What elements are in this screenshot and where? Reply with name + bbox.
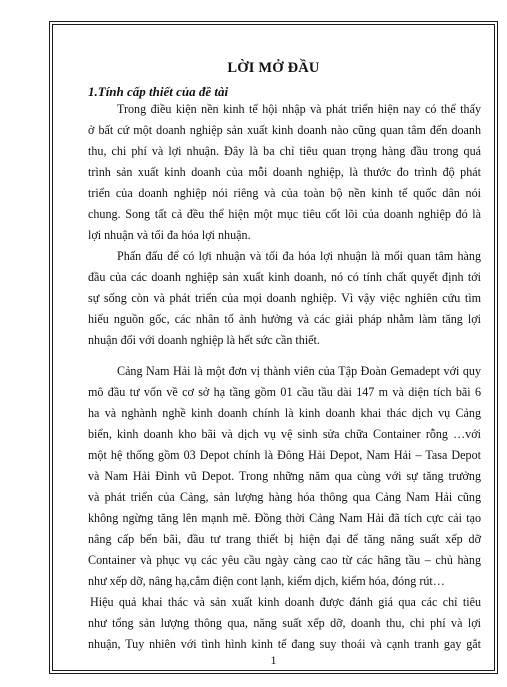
paragraph-line: Cảng Nam Hải là một đơn vị thành viên của Tập Đoàn Gemadept với quy xyxy=(117,364,481,378)
paragraph-line: trình sản xuất kinh doanh của mỗi doanh nghiệp, là thước đo trình độ phát xyxy=(88,165,481,179)
paragraph-line: nhuận, Tuy nhiên với tình hình kinh tế đang suy thoái và cạnh tranh gay gắt xyxy=(88,637,481,651)
paragraph-line: và Nam Hải Đình vũ Depot. Trong những năm qua cùng với sự tăng trưởng xyxy=(88,469,481,483)
paragraph-line: biển, kinh doanh kho bãi và dịch vụ vệ sinh sửa chữa Container rỗng …với xyxy=(88,427,481,441)
paragraph-line: ở bất cứ một doanh nghiệp sản xuất kinh doanh nào cũng quan tâm đến doanh xyxy=(88,123,481,137)
paragraph-line: thu, chi phí và lợi nhuận. Đây là ba chỉ tiêu quan trọng hàng đầu trong quá xyxy=(88,144,481,158)
paragraph-line: mô đầu tư vốn về cơ sở hạ tầng gồm 01 cầu tầu dài 147 m và diện tích bãi 6 xyxy=(88,385,481,399)
page-number: 1 xyxy=(270,653,277,667)
page-title: LỜI MỞ ĐẦU xyxy=(227,60,320,76)
paragraph-line: sự sống còn và phát triển của mọi doanh nghiệp. Vì vậy việc nghiên cứu tìm xyxy=(88,291,481,305)
paragraph-line: một hệ thống gồm 03 Depot chính là Đông Hải Depot, Nam Hải – Tasa Depot xyxy=(88,448,481,462)
paragraph-line: hiểu nguồn gốc, các nhân tố ảnh hưởng và các giải pháp nhằm làm tăng lợi xyxy=(88,312,481,326)
paragraph-line: như tổng sản lượng thông qua, năng suất xếp dỡ, doanh thu, chi phí và lợi xyxy=(88,616,481,630)
paragraph-line: ha và nghành nghề kinh doanh chính là kinh doanh khai thác dịch vụ Cảng xyxy=(88,406,481,420)
paragraph-line: không ngừng tăng lên mạnh mẽ. Đồng thời Cảng Nam Hải đã tích cực cải tạo xyxy=(88,511,481,525)
paragraph-line: triển của doanh nghiệp nói riêng và của toàn bộ nền kinh tế quốc dân nói xyxy=(88,186,481,200)
paragraph-line: đầu của các doanh nghiệp sản xuất kinh doanh, nó có tính chất quyết định tới xyxy=(88,270,481,284)
paragraph-line: nâng cấp bến bãi, đầu tư trang thiết bị hiện đại để tăng năng suất xếp dỡ xyxy=(88,532,481,546)
paragraph-line: Phấn đấu để có lợi nhuận và tối đa hóa lợi nhuận là mối quan tâm hàng xyxy=(117,249,481,263)
paragraph-line: chung. Song tất cả đều thể hiện một mục tiêu cốt lõi của doanh nghiệp đó là xyxy=(88,207,481,221)
paragraph-line: và phát triển của Cảng, sản lượng hàng hóa thông qua Cảng Nam Hải cũng xyxy=(88,490,481,504)
paragraph-line: nhuận đối với doanh nghiệp là hết sức cần thiết. xyxy=(88,333,320,347)
paragraph-line: Container và phục vụ các yêu cầu ngày càng cao từ các hãng tầu – chủ hàng xyxy=(88,553,481,567)
paragraph-line: Trong điều kiện nền kinh tế hội nhập và phát triển hiện nay có thể thấy xyxy=(117,102,481,116)
paragraph-line: như xếp dỡ, nâng hạ,cắm điện cont lạnh, kiểm dịch, kiểm hóa, đóng rút… xyxy=(88,574,445,588)
paragraph-line: Hiệu quả khai thác và sản xuất kinh doanh được đánh giá qua các chỉ tiêu xyxy=(90,595,481,609)
section-heading: 1.Tính cấp thiết của đề tài xyxy=(88,84,229,99)
paragraph-line: lợi nhuận và tối đa hóa lợi nhuận. xyxy=(88,228,251,242)
